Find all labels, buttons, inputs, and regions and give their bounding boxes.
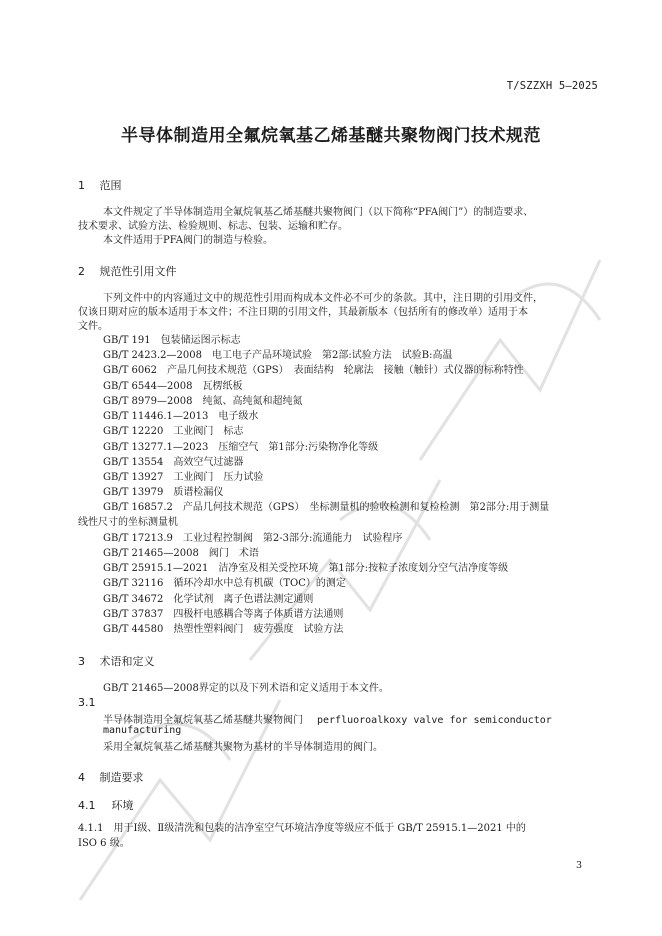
subsection-4-1-heading (78, 797, 134, 813)
section-2-title: 规范性引用文件 (99, 265, 177, 278)
section-2-intro-line2: 仅该日期对应的版本适用于本文件；不注日期的引用文件，其最新版本（包括所有的修改单）适用于本 (78, 307, 528, 318)
section-2-heading (78, 263, 177, 279)
section-1-number: 1 (78, 179, 85, 192)
section-3-title: 术语和定义 (99, 655, 155, 668)
section-1-para1-line1: 本文件规定了半导体制造用全氟烷氧基乙烯基醚共聚物阀门（以下简称“PFA阀门”）的制造要求、 (103, 207, 534, 218)
reference-item: GB/T 16857.2 产品几何技术规范（GPS） 坐标测量机的验收检测和复检检测 第2部分:用于测量 (103, 502, 550, 513)
section-2-number: 2 (78, 265, 85, 278)
term-chinese-name: 半导体制造用全氟烷氧基乙烯基醚共聚物阀门 (103, 715, 303, 726)
document-code: T/SZZXH 5—2025 (506, 80, 598, 92)
clause-4-1-1-line1: 4.1.1 用于Ⅰ级、Ⅱ级清洗和包装的洁净室空气环境洁净度等级应不低于 GB/T 25915.1—2021 中的 (78, 823, 526, 834)
reference-item-continuation: 线性尺寸的坐标测量机 (78, 517, 178, 528)
reference-item: GB/T 32116 循环冷却水中总有机碳（TOC）的测定 (103, 578, 346, 589)
reference-item: GB/T 6544—2008 瓦楞纸板 (103, 381, 243, 392)
reference-item: GB/T 6062 产品几何技术规范（GPS） 表面结构 轮廓法 接触（触针）式仪器的标称特性 (103, 365, 524, 376)
term-heading (103, 711, 552, 726)
section-2-intro-line3: 文件。 (78, 321, 108, 332)
reference-item: GB/T 34672 化学试剂 离子色谱法测定通则 (103, 594, 314, 605)
reference-item: GB/T 191 包装储运图示标志 (103, 335, 241, 346)
section-1-para2: 本文件适用于PFA阀门的制造与检验。 (103, 235, 274, 246)
term-english-name-line1: perfluoroalkoxy valve for semiconductor (317, 715, 552, 726)
reference-item: GB/T 13554 高效空气过滤器 (103, 457, 244, 468)
section-4-number: 4 (78, 771, 85, 784)
term-definition: 采用全氟烷氧基乙烯基醚共聚物为基材的半导体制造用的阀门。 (103, 742, 383, 753)
section-1-heading (78, 177, 122, 193)
reference-item: GB/T 37837 四极杆电感耦合等离子体质谱方法通则 (103, 609, 344, 620)
section-4-title: 制造要求 (99, 771, 144, 784)
section-2-intro-line1: 下列文件中的内容通过文中的规范性引用而构成本文件必不可少的条款。其中，注日期的引用文件， (103, 293, 543, 304)
reference-item: GB/T 11446.1—2013 电子级水 (103, 411, 259, 422)
reference-item: GB/T 8979—2008 纯氮、高纯氮和超纯氮 (103, 396, 303, 407)
reference-item: GB/T 44580 热塑性塑料阀门 疲劳强度 试验方法 (103, 624, 344, 635)
section-1-title: 范围 (99, 179, 122, 192)
term-english-name-line2: manufacturing (103, 725, 182, 736)
section-4-heading (78, 769, 144, 785)
reference-item: GB/T 13979 质谱检漏仪 (103, 487, 224, 498)
page-title: 半导体制造用全氟烷氧基乙烯基醚共聚物阀门技术规范 (121, 126, 541, 146)
reference-item: GB/T 21465—2008 阀门 术语 (103, 548, 259, 559)
subsection-4-1-number: 4.1 (78, 799, 96, 812)
reference-item: GB/T 13927 工业阀门 压力试验 (103, 472, 264, 483)
subsection-4-1-title: 环境 (111, 799, 134, 812)
reference-item: GB/T 13277.1—2023 压缩空气 第1部分:污染物净化等级 (103, 442, 379, 453)
section-3-intro: GB/T 21465—2008界定的以及下列术语和定义适用于本文件。 (103, 683, 389, 694)
section-3-number: 3 (78, 655, 85, 668)
section-1-para1-line2: 技术要求、试验方法、检验规则、标志、包装、运输和贮存。 (78, 221, 348, 232)
reference-item: GB/T 25915.1—2021 洁净室及相关受控环境 第1部分:按粒子浓度划分空气洁净度等级 (103, 563, 509, 574)
section-3-heading (78, 653, 155, 669)
clause-4-1-1-line2: ISO 6 级。 (78, 838, 130, 849)
reference-item: GB/T 12220 工业阀门 标志 (103, 426, 244, 437)
reference-item: GB/T 17213.9 工业过程控制阀 第2-3部分:流通能力 试验程序 (103, 533, 403, 544)
term-number: 3.1 (78, 696, 96, 709)
page-number: 3 (575, 860, 582, 871)
reference-item: GB/T 2423.2—2008 电工电子产品环境试验 第2部:试验方法 试验B:高温 (103, 350, 453, 361)
